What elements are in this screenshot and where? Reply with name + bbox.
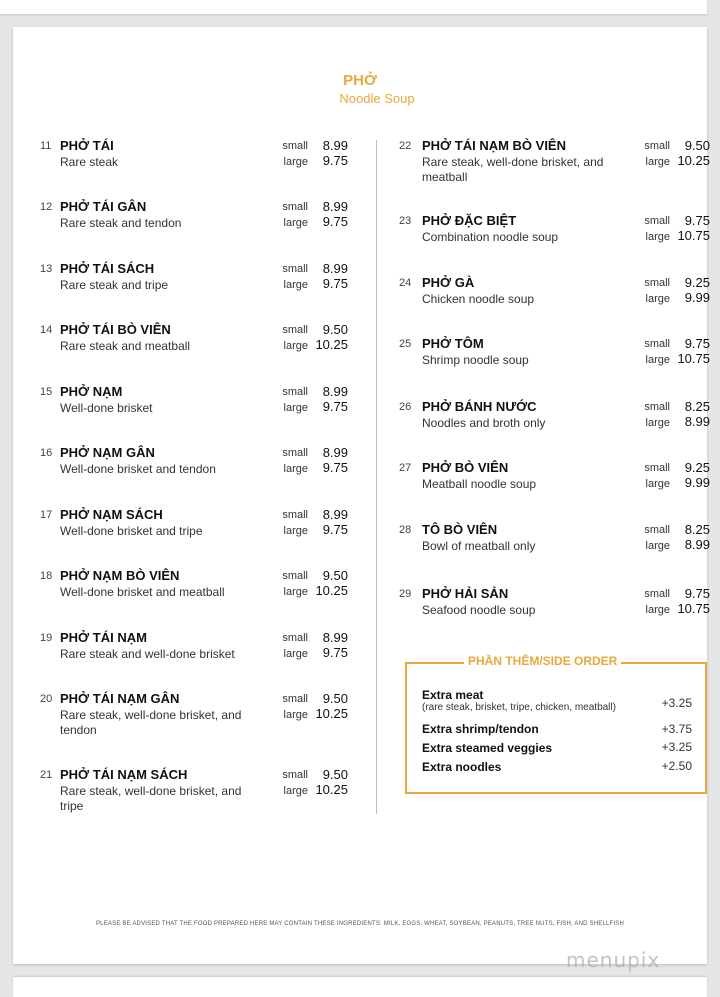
size-label-small: small (644, 140, 670, 152)
size-label-small: small (282, 632, 308, 644)
price-small: 9.75 (684, 336, 710, 351)
size-label-small: small (282, 386, 308, 398)
price-small: 8.99 (322, 384, 348, 399)
item-description: Rare steak, well-done brisket, and meatball (422, 155, 604, 184)
side-item-price: +3.25 (661, 696, 692, 710)
size-label-large: large (283, 586, 308, 598)
size-label-large: large (645, 540, 670, 552)
size-label-large: large (645, 156, 670, 168)
size-label-small: small (282, 447, 308, 459)
item-description: Well-done brisket and tendon (60, 462, 216, 476)
item-number: 13 (40, 263, 53, 275)
item-number: 14 (40, 324, 53, 336)
size-label-small: small (282, 693, 308, 705)
size-label-small: small (644, 277, 670, 289)
size-label-small: small (644, 462, 670, 474)
item-name: PHỞ TÁI NẠM SÁCH (60, 767, 188, 782)
item-number: 18 (40, 570, 53, 582)
price-small: 8.25 (684, 522, 710, 537)
item-description: Seafood noodle soup (422, 603, 536, 617)
size-label-small: small (644, 215, 670, 227)
price-large: 10.25 (677, 153, 710, 168)
column-divider (376, 140, 377, 814)
menu-item (40, 322, 348, 372)
side-item-extra-veggies (422, 741, 552, 755)
menu-item (399, 522, 710, 572)
price-large: 10.75 (677, 228, 710, 243)
item-name: PHỞ TÔM (422, 336, 484, 351)
item-description: Rare steak and well-done brisket (60, 647, 235, 661)
size-label-large: large (283, 648, 308, 660)
item-description: Rare steak and tendon (60, 216, 182, 230)
size-label-large: large (283, 340, 308, 352)
item-number: 25 (399, 338, 412, 350)
item-name: PHỞ NẠM SÁCH (60, 507, 163, 522)
menu-item (399, 138, 710, 188)
item-name: PHỞ GÀ (422, 275, 475, 290)
item-number: 16 (40, 447, 53, 459)
item-description: Shrimp noodle soup (422, 353, 529, 367)
item-number: 24 (399, 277, 412, 289)
item-description: Rare steak, well-done brisket, and tendon (60, 708, 242, 737)
side-item-name: Extra steamed veggies (422, 741, 553, 755)
price-small: 9.50 (322, 767, 348, 782)
price-large: 10.75 (677, 601, 710, 616)
menu-item (40, 767, 348, 817)
price-large: 10.25 (315, 583, 348, 598)
item-name: PHỞ HẢI SẢN (422, 586, 509, 601)
price-large: 9.75 (322, 153, 348, 168)
side-item-name: Extra shrimp/tendon (422, 722, 539, 736)
price-large: 9.75 (322, 399, 348, 414)
price-small: 8.99 (322, 445, 348, 460)
item-name: PHỞ TÁI SÁCH (60, 261, 155, 276)
side-item-price: +2.50 (661, 759, 692, 773)
price-small: 9.50 (684, 138, 710, 153)
size-label-large: large (645, 231, 670, 243)
allergen-notice: PLEASE BE ADVISED THAT THE FOOD PREPARED HERE MAY CONTAIN THESE INGREDIENTS: MILK, EGGS, WHEAT, SOYBEAN, PEANUTS, TREE NUTS, FISH, AND SHELLFISH (95, 921, 625, 927)
item-name: PHỞ TÁI NẠM GÂN (60, 691, 180, 706)
size-label-large: large (645, 417, 670, 429)
item-number: 21 (40, 769, 53, 781)
price-small: 8.99 (322, 261, 348, 276)
item-name: TÔ BÒ VIÊN (422, 522, 498, 537)
side-item-extra-noodles (422, 760, 501, 774)
size-label-large: large (283, 156, 308, 168)
item-description: Well-done brisket and meatball (60, 585, 225, 599)
item-number: 20 (40, 693, 53, 705)
price-large: 10.75 (677, 351, 710, 366)
item-number: 12 (40, 201, 53, 213)
size-label-small: small (644, 401, 670, 413)
menu-item (40, 261, 348, 311)
item-name: PHỞ NẠM GÂN (60, 445, 155, 460)
price-small: 8.99 (322, 199, 348, 214)
item-description: Rare steak and tripe (60, 278, 169, 292)
menu-item (399, 399, 710, 449)
size-label-large: large (645, 293, 670, 305)
menu-item (40, 445, 348, 495)
item-description: Chicken noodle soup (422, 292, 535, 306)
item-number: 11 (40, 140, 52, 152)
size-label-large: large (283, 525, 308, 537)
menu-item (399, 336, 710, 386)
item-description: Combination noodle soup (422, 230, 559, 244)
price-small: 9.50 (322, 691, 348, 706)
size-label-small: small (644, 524, 670, 536)
item-description: Noodles and broth only (422, 416, 546, 430)
item-description: Well-done brisket (60, 401, 153, 415)
item-name: PHỞ TÁI NẠM BÒ VIÊN (422, 138, 566, 153)
item-name: PHỞ BÁNH NƯỚC (422, 399, 537, 414)
price-large: 9.99 (684, 290, 710, 305)
price-large: 9.75 (322, 645, 348, 660)
item-description: Rare steak, well-done brisket, and tripe (60, 784, 242, 813)
size-label-large: large (283, 463, 308, 475)
size-label-large: large (283, 785, 308, 797)
item-description: Rare steak and meatball (60, 339, 191, 353)
side-item-extra-meat (422, 688, 616, 713)
item-number: 22 (399, 140, 412, 152)
menu-item (399, 586, 710, 636)
size-label-large: large (283, 402, 308, 414)
price-small: 9.75 (684, 586, 710, 601)
price-small: 9.25 (684, 460, 710, 475)
size-label-large: large (283, 709, 308, 721)
size-label-small: small (282, 324, 308, 336)
price-small: 8.99 (322, 630, 348, 645)
item-name: PHỞ BÒ VIÊN (422, 460, 509, 475)
size-label-small: small (644, 338, 670, 350)
size-label-small: small (282, 263, 308, 275)
item-name: PHỞ TÁI (60, 138, 114, 153)
menu-item (40, 691, 348, 741)
size-label-small: small (282, 570, 308, 582)
next-page-edge (13, 977, 707, 997)
menu-item (399, 213, 710, 263)
price-large: 8.99 (684, 414, 710, 429)
menu-item (399, 275, 710, 325)
section-title: PHỞ (343, 72, 377, 89)
side-item-name: Extra noodles (422, 760, 502, 774)
price-small: 8.25 (684, 399, 710, 414)
price-small: 9.50 (322, 322, 348, 337)
price-large: 9.75 (322, 522, 348, 537)
size-label-small: small (644, 588, 670, 600)
size-label-large: large (645, 354, 670, 366)
size-label-small: small (282, 201, 308, 213)
side-item-name: Extra meat (422, 688, 484, 702)
item-name: PHỞ TÁI NẠM (60, 630, 147, 645)
size-label-large: large (283, 279, 308, 291)
item-number: 23 (399, 215, 412, 227)
size-label-large: large (645, 604, 670, 616)
menu-item (40, 199, 348, 249)
item-number: 17 (40, 509, 53, 521)
menu-item (40, 138, 348, 188)
price-small: 9.50 (322, 568, 348, 583)
price-small: 9.75 (684, 213, 710, 228)
menu-item (399, 460, 710, 510)
price-small: 9.25 (684, 275, 710, 290)
price-large: 9.75 (322, 276, 348, 291)
price-large: 9.75 (322, 460, 348, 475)
item-name: PHỞ TÁI GÂN (60, 199, 147, 214)
item-name: PHỞ ĐẶC BIỆT (422, 213, 517, 228)
section-subtitle: Noodle Soup (339, 91, 415, 106)
size-label-large: large (645, 478, 670, 490)
size-label-small: small (282, 769, 308, 781)
side-item-price: +3.75 (661, 722, 692, 736)
price-large: 10.25 (315, 706, 348, 721)
size-label-large: large (283, 217, 308, 229)
item-name: PHỞ NẠM BÒ VIÊN (60, 568, 180, 583)
side-item-extra-shrimp (422, 722, 539, 736)
item-description: Rare steak (60, 155, 119, 169)
size-label-small: small (282, 509, 308, 521)
item-name: PHỞ TÁI BÒ VIÊN (60, 322, 171, 337)
item-description: Bowl of meatball only (422, 539, 536, 553)
item-description: Meatball noodle soup (422, 477, 537, 491)
previous-page-edge (0, 0, 707, 14)
menu-item (40, 384, 348, 434)
item-number: 15 (40, 386, 53, 398)
side-order-heading (0, 654, 720, 670)
price-small: 8.99 (322, 138, 348, 153)
item-name: PHỞ NẠM (60, 384, 123, 399)
size-label-small: small (282, 140, 308, 152)
item-number: 28 (399, 524, 412, 536)
price-large: 8.99 (684, 537, 710, 552)
menu-item (40, 568, 348, 618)
item-number: 19 (40, 632, 53, 644)
item-number: 26 (399, 401, 412, 413)
item-number: 27 (399, 462, 412, 474)
price-large: 9.75 (322, 214, 348, 229)
side-order-title: PHẦN THÊM/SIDE ORDER (464, 654, 621, 668)
side-item-price: +3.25 (661, 740, 692, 754)
menu-item (40, 507, 348, 557)
watermark-logo: menupix (566, 948, 661, 972)
item-number: 29 (399, 588, 412, 600)
side-item-note: (rare steak, brisket, tripe, chicken, meatball) (422, 702, 616, 713)
price-small: 8.99 (322, 507, 348, 522)
price-large: 10.25 (315, 337, 348, 352)
price-large: 9.99 (684, 475, 710, 490)
price-large: 10.25 (315, 782, 348, 797)
item-description: Well-done brisket and tripe (60, 524, 203, 538)
